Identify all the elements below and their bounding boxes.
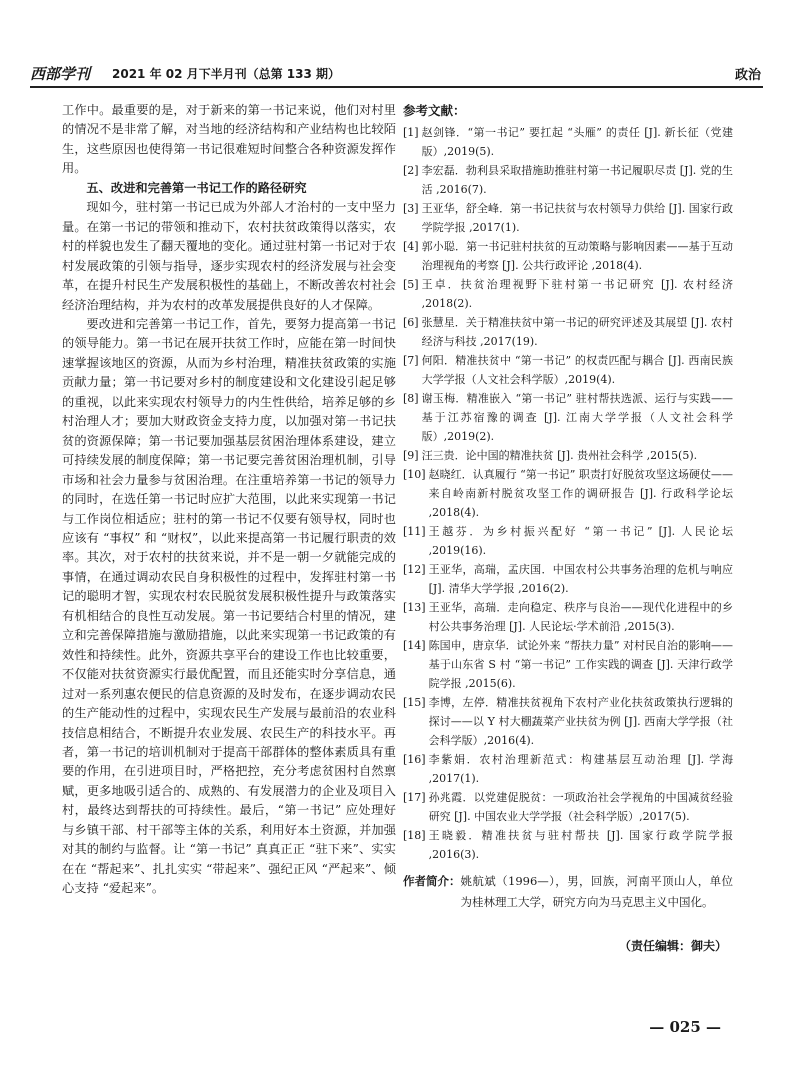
reference-number: [4] — [403, 240, 419, 253]
body-paragraph-1: 工作中。最重要的是，对于新来的第一书记来说，他们对村里的情况不是非常了解，对当地的经济结构和产业结构也比较陌生，这些原因也使得第一书记很难短时间整合各种资源发挥作用。 — [62, 103, 396, 176]
reference-number: [16] — [403, 753, 426, 766]
reference-text: 郭小聪．第一书记驻村扶贫的互动策略与影响因素——基于互动治理视角的考察 [J]. 公共行政评论 ,2018(4). — [421, 240, 733, 272]
reference-item — [403, 446, 733, 465]
reference-number: [3] — [403, 202, 419, 215]
reference-text: 李宏磊．勃利县采取措施助推驻村第一书记履职尽责 [J]. 党的生活 ,2016(7). — [421, 164, 733, 196]
section-name: 政治 — [734, 68, 761, 83]
reference-item — [403, 275, 733, 313]
editor-credit: （责任编辑：御夫） — [618, 939, 727, 953]
author-bio — [403, 871, 733, 913]
reference-item — [403, 123, 733, 161]
page-header — [30, 60, 763, 84]
reference-text: 王晓毅．精准扶贫与驻村帮扶 [J]. 国家行政学院学报 ,2016(3). — [428, 829, 733, 861]
reference-number: [11] — [403, 525, 426, 538]
reference-text: 赵剑锋．“第一书记” 要扛起 “头雁” 的责任 [J]. 新长征（党建版）,2019(5). — [421, 126, 733, 158]
reference-number: [2] — [403, 164, 419, 177]
reference-item — [403, 560, 733, 598]
reference-item — [403, 161, 733, 199]
reference-number: [13] — [403, 601, 426, 614]
reference-text: 王亚华，舒全峰．第一书记扶贫与农村领导力供给 [J]. 国家行政学院学报 ,2017(1). — [421, 202, 733, 234]
page-number: — 025 — — [649, 1018, 721, 1036]
section-heading: 五、改进和完善第一书记工作的路径研究 — [86, 180, 307, 195]
reference-number: [8] — [403, 392, 419, 405]
reference-text: 李紫娟．农村治理新范式：构建基层互动治理 [J]. 学海 ,2017(1). — [428, 753, 733, 785]
reference-text: 张慧星．关于精准扶贫中第一书记的研究评述及其展望 [J]. 农村经济与科技 ,2017(19). — [421, 316, 733, 348]
reference-number: [15] — [403, 696, 426, 709]
author-bio-text: 姚航斌（1996—），男，回族，河南平顶山人，单位为桂林理工大学，研究方向为马克思主义中国化。 — [460, 874, 733, 909]
reference-item — [403, 693, 733, 750]
references-title: 参考文献： — [403, 103, 466, 118]
references-section — [403, 101, 733, 864]
reference-number: [7] — [403, 354, 419, 367]
references-list — [403, 123, 733, 864]
reference-item — [403, 750, 733, 788]
reference-text: 赵晓红．认真履行 “第一书记” 职责打好脱贫攻坚这场硬仗——来自岭南新村脱贫攻坚工作的调研报告 [J]. 行政科学论坛 ,2018(4). — [428, 468, 733, 519]
reference-item — [403, 313, 733, 351]
reference-text: 王亚华，高瑞，孟庆国．中国农村公共事务治理的危机与响应 [J]. 清华大学学报 ,2016(2). — [428, 563, 733, 595]
reference-text: 汪三贵．论中国的精准扶贫 [J]. 贵州社会科学 ,2015(5). — [421, 449, 698, 462]
reference-number: [12] — [403, 563, 426, 576]
body-column-left — [62, 101, 396, 899]
reference-item — [403, 636, 733, 693]
header-rule — [30, 86, 763, 88]
reference-number: [18] — [403, 829, 426, 842]
issue-info: 2021 年 02 月下半月刊（总第 133 期） — [112, 67, 341, 81]
reference-number: [1] — [403, 126, 419, 139]
author-bio-label: 作者简介： — [403, 874, 461, 888]
reference-text: 何阳．精准扶贫中 “第一书记” 的权责匹配与耦合 [J]. 西南民族大学学报（人文社会科学版）,2019(4). — [421, 354, 733, 386]
reference-item — [403, 199, 733, 237]
reference-text: 王越芬．为乡村振兴配好 “第一书记” [J]. 人民论坛 ,2019(16). — [428, 525, 733, 557]
body-paragraph-3: 要改进和完善第一书记工作，首先，要努力提高第一书记的领导能力。第一书记在展开扶贫工作时，应能在第一时间快速掌握该地区的资源，从而为乡村治理，精准扶贫政策的实施贡献力量；第一书记要对乡村的制度建设和文化建设引起足够的重视，以此来实现农村领导力的内生性供给，培养足够的乡村治理人才；要加大财政资金支持力度，以加强对第一书记扶贫的资源保障；第一书记要加强基层贫困治理体系建设，建立可持续发展的制度保障；第一书记要完善贫困治理机制，引导市场和社会力量参与贫困治理。在注重培养第一书记的领导力的同时，在选任第一书记时应扩大范围，以此来实现第一书记与工作岗位相适应；驻村的第一书记不仅要有领导权，同时也应该有 “事权” 和 “财权”，以此来提高第一书记履行职责的效率。其次，对于农村的扶贫来说，并不是一朝一夕就能完成的事情，在通过调动农民自身积极性的过程中，发挥驻村第一书记的聪明才智，实现农村农民脱贫发展积极性提升与政策落实有机相结合的良性互动发展。第一书记要结合村里的情况，建立和完善保障措施与激励措施，以此来实现第一书记政策的有效性和持续性。此外，资源共享平台的建设工作也比较重要，不仅能对扶贫资源实行最优配置，而且还能实时分享信息，通过对一系列惠农便民的信息资源的及时发布，在逐步调动农民的生产能动性的过程中，实现农民生产发展与最前沿的农业科技信息相结合，不断提升农业发展、农民生产的科技水平。再者，第一书记的培训机制对于提高干部群体的整体素质具有重要的作用，在引进项目时，严格把控，充分考虑贫困村自然禀赋，更多地吸引适合的、成熟的、有发展潜力的企业及项目入村，最终达到帮扶的可持续性。最后，“第一书记” 应处理好与乡镇干部、村干部等主体的关系，利用好本土资源，并加强对其的制约与监督。让 “第一书记” 真真正正 “驻下来”、实实在在 “帮起来”、扎扎实实 “带起来”、强纪正风 “严起来”、倾心支持 “爱起来”。 — [62, 316, 396, 896]
reference-item — [403, 826, 733, 864]
reference-text: 谢玉梅．精准嵌入 “第一书记” 驻村帮扶选派、运行与实践——基于江苏宿豫的调查 [J]. 江南大学学报（人文社会科学版）,2019(2). — [421, 392, 733, 443]
reference-number: [17] — [403, 791, 426, 804]
reference-text: 孙兆霞．以党建促脱贫：一项政治社会学视角的中国减贫经验研究 [J]. 中国农业大学学报（社会科学版）,2017(5). — [428, 791, 733, 823]
journal-logo: 西部学刊 — [30, 65, 91, 83]
reference-item — [403, 598, 733, 636]
reference-text: 王卓．扶贫治理视野下驻村第一书记研究 [J]. 农村经济 ,2018(2). — [421, 278, 733, 310]
reference-item — [403, 522, 733, 560]
reference-item — [403, 465, 733, 522]
body-paragraph-2: 现如今，驻村第一书记已成为外部人才治村的一支中坚力量。在第一书记的带领和推动下，农村扶贫政策得以落实，农村的样貌也发生了翻天覆地的变化。通过驻村第一书记对于农村发展政策的引领与指导，逐步实现农村的经济发展与社会变革，在提升村民生产发展积极性的基础上，不断改善农村社会经济治理结构，并为农村的改革发展提供良好的人才保障。 — [62, 200, 396, 312]
reference-text: 陈国申，唐京华．试论外来 “帮扶力量” 对村民自治的影响——基于山东省 S 村 “第一书记” 工作实践的调查 [J]. 天津行政学院学报 ,2015(6). — [428, 639, 733, 690]
reference-number: [10] — [403, 468, 426, 481]
reference-number: [9] — [403, 449, 419, 462]
reference-number: [5] — [403, 278, 419, 291]
reference-text: 李博，左停．精准扶贫视角下农村产业化扶贫政策执行逻辑的探讨——以 Y 村大棚蔬菜产业扶贫为例 [J]. 西南大学学报（社会科学版）,2016(4). — [428, 696, 733, 747]
reference-item — [403, 788, 733, 826]
reference-number: [14] — [403, 639, 426, 652]
reference-number: [6] — [403, 316, 419, 329]
reference-text: 王亚华，高瑞．走向稳定、秩序与良治——现代化进程中的乡村公共事务治理 [J]. 人民论坛·学术前沿 ,2015(3). — [428, 601, 733, 633]
reference-item — [403, 389, 733, 446]
reference-item — [403, 237, 733, 275]
reference-item — [403, 351, 733, 389]
